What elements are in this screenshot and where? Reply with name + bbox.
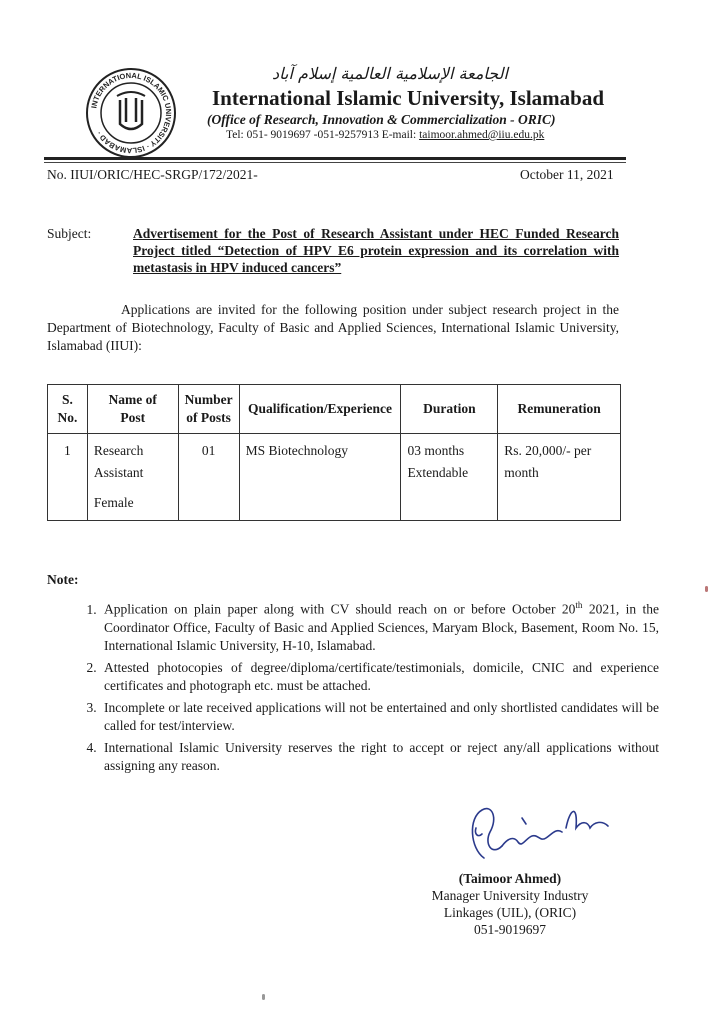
subject-label: Subject:	[47, 226, 92, 241]
table-header-row	[48, 385, 621, 434]
svg-text:INTERNATIONAL ISLAMIC UNIVERSI: INTERNATIONAL ISLAMIC UNIVERSITY · ISLAMABAD ·	[89, 70, 174, 156]
list-item: 4. International Islamic University reserves the right to accept or reject any/all applications without assigning any reason.	[100, 739, 659, 775]
paper-speck	[705, 586, 708, 592]
letter-date: October 11, 2021	[520, 167, 614, 182]
positions-table	[47, 384, 621, 521]
signatory-phone: 051-9019697	[474, 922, 546, 937]
list-item: 2. Attested photocopies of degree/diploma/certificate/testimonials, domicile, CNIC and experience certificates and photograph etc. must be attached.	[100, 659, 659, 695]
university-name: International Islamic University, Islamabad	[212, 86, 605, 110]
signatory-block	[410, 870, 610, 938]
cell-duration: 03 months Extendable	[401, 434, 498, 521]
header-number-of-posts: Number of Posts	[178, 385, 239, 434]
table-row	[48, 434, 621, 521]
contact-email-link[interactable]: taimoor.ahmed@iiu.edu.pk	[419, 129, 545, 141]
header-sno: S. No.	[48, 385, 88, 434]
cell-remuneration: Rs. 20,000/- per month	[498, 434, 621, 521]
list-item: 1. Application on plain paper along with CV should reach on or before October 20th 2021, in the Coordinator Office, Faculty of Basic and Applied Sciences, Maryam Block, Basement, Room No. 15, International Islamic University, H-10, Islamabad.	[100, 596, 659, 655]
university-seal-logo	[84, 66, 178, 160]
handwritten-signature	[462, 798, 612, 870]
cell-sno: 1	[48, 434, 88, 521]
header-duration: Duration	[401, 385, 498, 434]
notes-heading: Note:	[47, 572, 79, 587]
subject-text: Advertisement for the Post of Research Assistant under HEC Funded Research Project titled “Detection of HPV E6 protein expression and its correlation with metastasis in HPV induced cancers”	[133, 226, 619, 275]
header-post-name: Name of Post	[87, 385, 178, 434]
list-item: 3. Incomplete or late received applications will not be entertained and only shortlisted candidates will be called for test/interview.	[100, 699, 659, 735]
cell-number-of-posts: 01	[178, 434, 239, 521]
signatory-department: Linkages (UIL), (ORIC)	[443, 905, 577, 920]
notes-list	[62, 596, 659, 779]
arabic-university-name: الجامعة الإسلامية العالمية إسلام آباد	[272, 64, 508, 83]
contact-line	[226, 129, 544, 141]
letterhead-divider-thick	[44, 157, 626, 160]
signatory-name: (Taimoor Ahmed)	[458, 871, 562, 886]
signatory-title: Manager University Industry	[431, 888, 589, 903]
letterhead-divider-thin	[44, 162, 626, 163]
paper-speck	[262, 994, 265, 1000]
header-remuneration: Remuneration	[498, 385, 621, 434]
intro-paragraph: Applications are invited for the following position under subject research project in the Department of Biotechnology, Faculty of Basic and Applied Sciences, International Islamic University, Islamabad (IIUI):	[47, 302, 619, 353]
reference-number: No. IIUI/ORIC/HEC-SRGP/172/2021-	[47, 167, 258, 182]
header-qualification: Qualification/Experience	[239, 385, 401, 434]
contact-phones: Tel: 051- 9019697 -051-9257913 E-mail:	[226, 129, 420, 141]
cell-qualification: MS Biotechnology	[239, 434, 401, 521]
office-name: (Office of Research, Innovation & Commercialization - ORIC)	[207, 112, 556, 127]
cell-post-name: Research Assistant Female	[87, 434, 178, 521]
